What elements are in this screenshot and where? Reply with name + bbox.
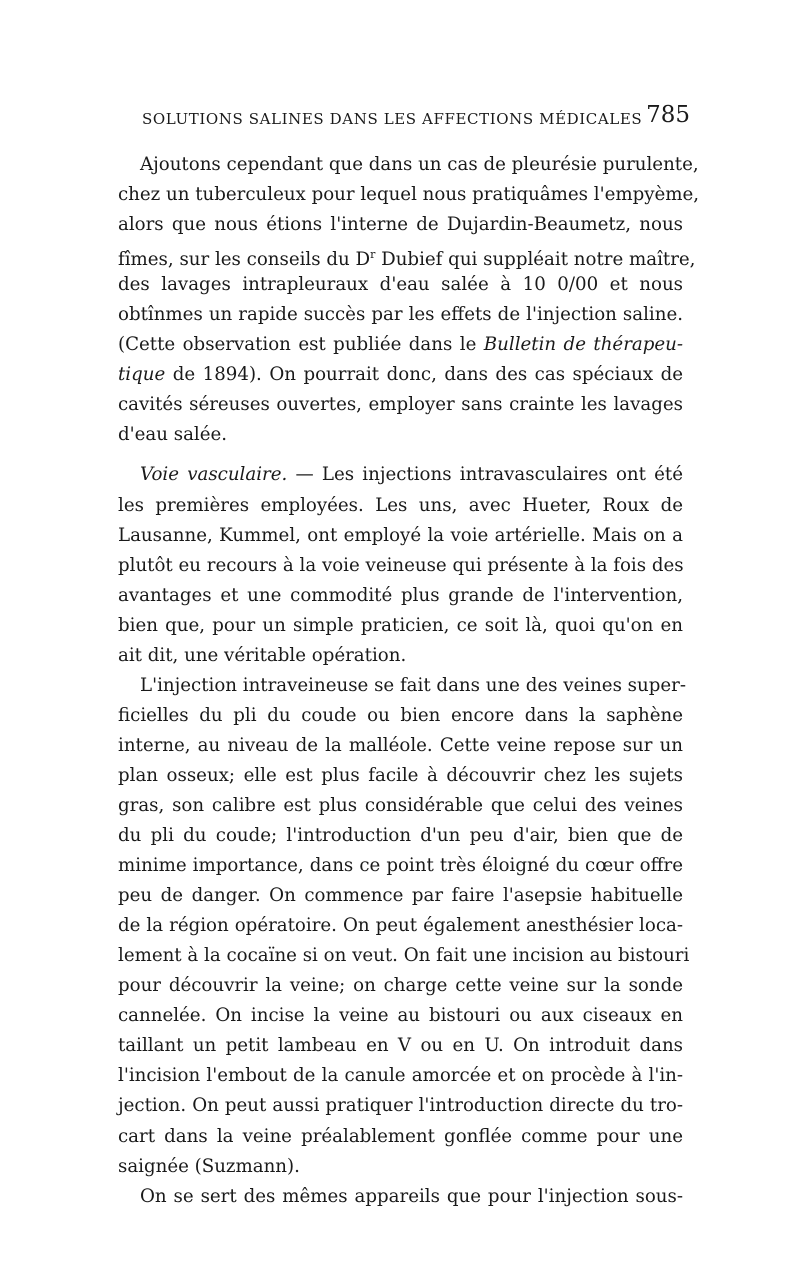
paragraph-gap — [118, 450, 683, 460]
text-line: Voie vasculaire. — Les injections intravasculaires ont été — [140, 464, 683, 486]
page-number: 785 — [646, 102, 690, 128]
text-line: peu de danger. On commence par faire l'asepsie habituelle — [118, 885, 683, 907]
text-line: taillant un petit lambeau en V ou en U. On introduit dans — [118, 1035, 683, 1057]
text-line: jection. On peut aussi pratiquer l'introduction directe du tro- — [118, 1095, 683, 1117]
paragraph-voie-vasculaire — [118, 460, 683, 670]
text-line: l'incision l'embout de la canule amorcée et on procède à l'in- — [118, 1065, 683, 1087]
text-line: bien que, pour un simple praticien, ce soit là, quoi qu'on en — [118, 614, 683, 636]
text-line: cart dans la veine préalablement gonflée comme pour une — [118, 1125, 683, 1147]
paragraph-appareils — [118, 1182, 683, 1212]
text-line: Ajoutons cependant que dans un cas de pleurésie purulente, — [140, 154, 699, 175]
text-line: obtînmes un rapide succès par les effets de l'injection saline. — [118, 304, 683, 326]
text-line: cannelée. On incise la veine au bistouri ou aux ciseaux en — [118, 1005, 683, 1027]
text-line: du pli du coude; l'introduction d'un peu d'air, bien que de — [118, 825, 683, 847]
text-line: ait dit, une véritable opération. — [118, 644, 407, 666]
text-line: plutôt eu recours à la voie veineuse qui présente à la fois des — [118, 554, 684, 576]
paragraph-injection-intraveineuse — [118, 671, 690, 1182]
text-line: pour découvrir la veine; on charge cette veine sur la sonde — [118, 975, 683, 997]
paragraph-pleuresie — [118, 150, 700, 450]
running-head: SOLUTIONS SALINES DANS LES AFFECTIONS MÉDICALES — [142, 110, 643, 128]
text-line: ficielles du pli du coude ou bien encore dans la saphène — [118, 704, 683, 726]
text-line: gras, son calibre est plus considérable que celui des veines — [118, 794, 683, 816]
text-line: avantages et une commodité plus grande de l'intervention, — [118, 584, 683, 606]
text-line: d'eau salée. — [118, 424, 228, 446]
text-line: Lausanne, Kummel, ont employé la voie artérielle. Mais on a — [118, 524, 683, 546]
text-line: plan osseux; elle est plus facile à découvrir chez les sujets — [118, 764, 683, 786]
text-line: de la région opératoire. On peut également anesthésier loca- — [118, 915, 683, 937]
text-line: alors que nous étions l'interne de Dujardin-Beaumetz, nous — [118, 214, 683, 236]
text-line: saignée (Suzmann). — [118, 1155, 300, 1177]
page-header — [142, 100, 690, 140]
body-text — [118, 150, 700, 1212]
text-line: tique de 1894). On pourrait donc, dans des cas spéciaux de — [118, 364, 683, 386]
text-line: minime importance, dans ce point très éloigné du cœur offre — [118, 855, 683, 877]
text-line: fîmes, sur les conseils du $D^r$ Dubief qui suppléait notre maître, — [118, 248, 696, 271]
text-line: On se sert des mêmes appareils que pour l'injection sous- — [140, 1185, 683, 1207]
text-line: les premières employées. Les uns, avec Hueter, Roux de — [118, 494, 683, 516]
text-line: L'injection intraveineuse se fait dans une des veines super- — [140, 674, 686, 696]
text-line: cavités séreuses ouvertes, employer sans crainte les lavages — [118, 394, 683, 416]
text-line: interne, au niveau de la malléole. Cette veine repose sur un — [118, 734, 683, 756]
text-line: lement à la cocaïne si on veut. On fait une incision au bistouri — [118, 945, 690, 967]
text-line: des lavages intrapleuraux d'eau salée à 10 0/00 et nous — [118, 274, 683, 296]
text-line: chez un tuberculeux pour lequel nous pratiquâmes l'empyème, — [118, 184, 700, 206]
text-line: (Cette observation est publiée dans le Bulletin de thérapeu- — [118, 334, 683, 356]
